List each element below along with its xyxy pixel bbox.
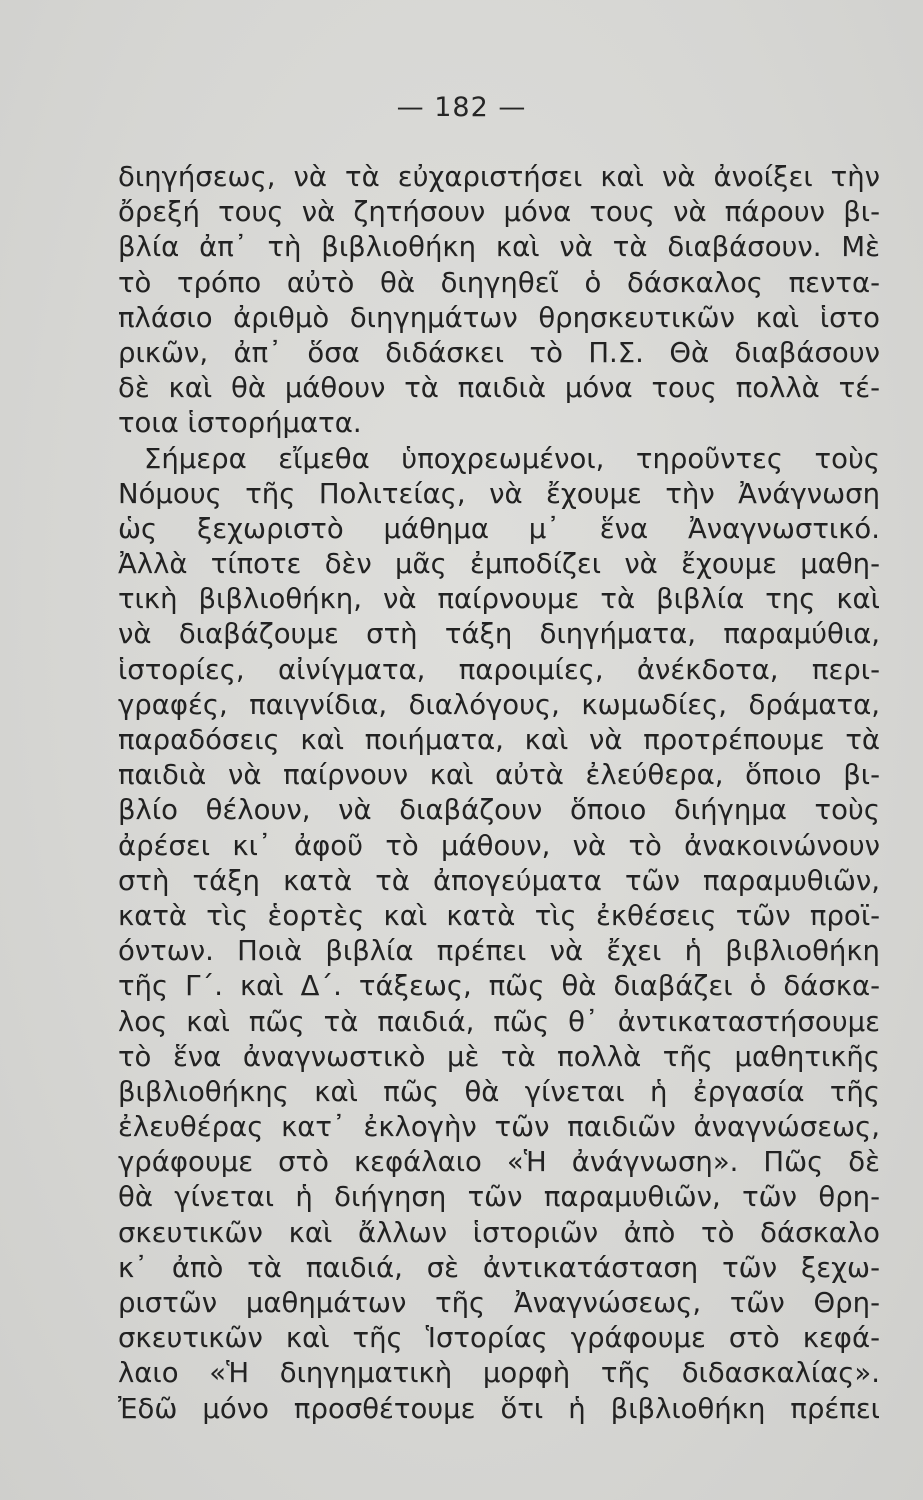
text-line: παραδόσεις καὶ ποιήματα, καὶ νὰ προτρέπουμε τὰ (118, 724, 880, 756)
text-line: λαιο «Ἡ διηγηματικὴ μορφὴ τῆς διδασκαλίας». (118, 1357, 880, 1390)
text-line: βλία ἀπ᾿ τὴ βιβλιοθήκη καὶ νὰ τὰ διαβάσουν. Μὲ (118, 231, 880, 264)
text-line: τὸ ἕνα ἀναγνωστικὸ μὲ τὰ πολλὰ τῆς μαθητικῆς (118, 1040, 880, 1073)
body-text (118, 160, 880, 1427)
text-line: λος καὶ πῶς τὰ παιδιά, πῶς θ᾿ ἀντικαταστήσουμε (118, 1005, 880, 1038)
text-line: ρικῶν, ἀπ᾿ ὅσα διδάσκει τὸ Π.Σ. Θὰ διαβάσουν (118, 336, 880, 369)
text-line: Ἀλλὰ τίποτε δὲν μᾶς ἐμποδίζει νὰ ἔχουμε μαθη- (118, 548, 880, 581)
text-line: σκευτικῶν καὶ ἄλλων ἱστοριῶν ἀπὸ τὸ δάσκαλο (118, 1216, 880, 1249)
text-line: Σήμερα εἴμεθα ὑποχρεωμένοι, τηροῦντες τοὺς (144, 442, 880, 475)
text-line: ἐλευθέρας κατ᾿ ἐκλογὴν τῶν παιδιῶν ἀναγνώσεως, (118, 1111, 880, 1144)
text-line: ὡς ξεχωριστὸ μάθημα μ᾿ ἕνα Ἀναγνωστικό. (118, 512, 880, 545)
text-line: ὄρεξή τους νὰ ζητήσουν μόνα τους νὰ πάρουν βι- (118, 196, 880, 229)
text-line: όντων. Ποιὰ βιβλία πρέπει νὰ ἔχει ἡ βιβλιοθήκη (118, 935, 880, 968)
text-line: βιβλιοθήκης καὶ πῶς θὰ γίνεται ἡ ἐργασία τῆς (118, 1075, 880, 1108)
text-line: νὰ διαβάζουμε στὴ τάξη διηγήματα, παραμύθια, (118, 618, 880, 651)
text-line: δὲ καὶ θὰ μάθουν τὰ παιδιὰ μόνα τους πολλὰ τέ- (118, 372, 880, 405)
text-line: γραφές, παιγνίδια, διαλόγους, κωμωδίες, δράματα, (118, 688, 880, 721)
text-line: τὸ τρόπο αὐτὸ θὰ διηγηθεῖ ὁ δάσκαλος πεντα- (118, 266, 880, 299)
text-line: τικὴ βιβλιοθήκη, νὰ παίρνουμε τὰ βιβλία της καὶ (118, 583, 880, 616)
text-line: κατὰ τὶς ἑορτὲς καὶ κατὰ τὶς ἐκθέσεις τῶν προϊ- (118, 899, 880, 932)
text-line: ἀρέσει κι᾿ ἀφοῦ τὸ μάθουν, νὰ τὸ ἀνακοινώνουν (118, 829, 880, 862)
text-line: θὰ γίνεται ἡ διήγηση τῶν παραμυθιῶν, τῶν θρη- (118, 1181, 880, 1214)
text-line: ριστῶν μαθημάτων τῆς Ἀναγνώσεως, τῶν Θρη- (118, 1287, 880, 1319)
text-line: σκευτικῶν καὶ τῆς Ἱστορίας γράφουμε στὸ κεφά- (118, 1322, 880, 1355)
text-line: τῆς Γ΄. καὶ Δ΄. τάξεως, πῶς θὰ διαβάζει ὁ δάσκα- (118, 970, 880, 1003)
text-line: βλίο θέλουν, νὰ διαβάζουν ὅποιο διήγημα τοὺς (118, 794, 880, 827)
text-line: κ᾿ ἀπὸ τὰ παιδιά, σὲ ἀντικατάσταση τῶν ξεχω- (118, 1251, 880, 1284)
text-line: παιδιὰ νὰ παίρνουν καὶ αὐτὰ ἐλεύθερα, ὅποιο βι- (118, 759, 880, 792)
text-line: διηγήσεως, νὰ τὰ εὐχαριστήσει καὶ νὰ ἀνοίξει τὴν (118, 161, 880, 193)
page-number: — 182 — (396, 92, 527, 123)
text-line: ἱστορίες, αἰνίγματα, παροιμίες, ἀνέκδοτα, περι- (118, 653, 880, 686)
text-line: στὴ τάξη κατὰ τὰ ἀπογεύματα τῶν παραμυθιῶν, (118, 864, 880, 897)
text-line: πλάσιο ἀριθμὸ διηγημάτων θρησκευτικῶν καὶ ἱστο (118, 301, 880, 334)
text-line: Νόμους τῆς Πολιτείας, νὰ ἔχουμε τὴν Ἀνάγνωση (118, 477, 880, 510)
text-line: τοια ἱστορήματα. (118, 407, 362, 440)
text-line: γράφουμε στὸ κεφάλαιο «Ἡ ἀνάγνωση». Πῶς δὲ (118, 1146, 880, 1179)
text-line: Ἐδῶ μόνο προσθέτουμε ὅτι ἡ βιβλιοθήκη πρέπει (118, 1392, 880, 1425)
